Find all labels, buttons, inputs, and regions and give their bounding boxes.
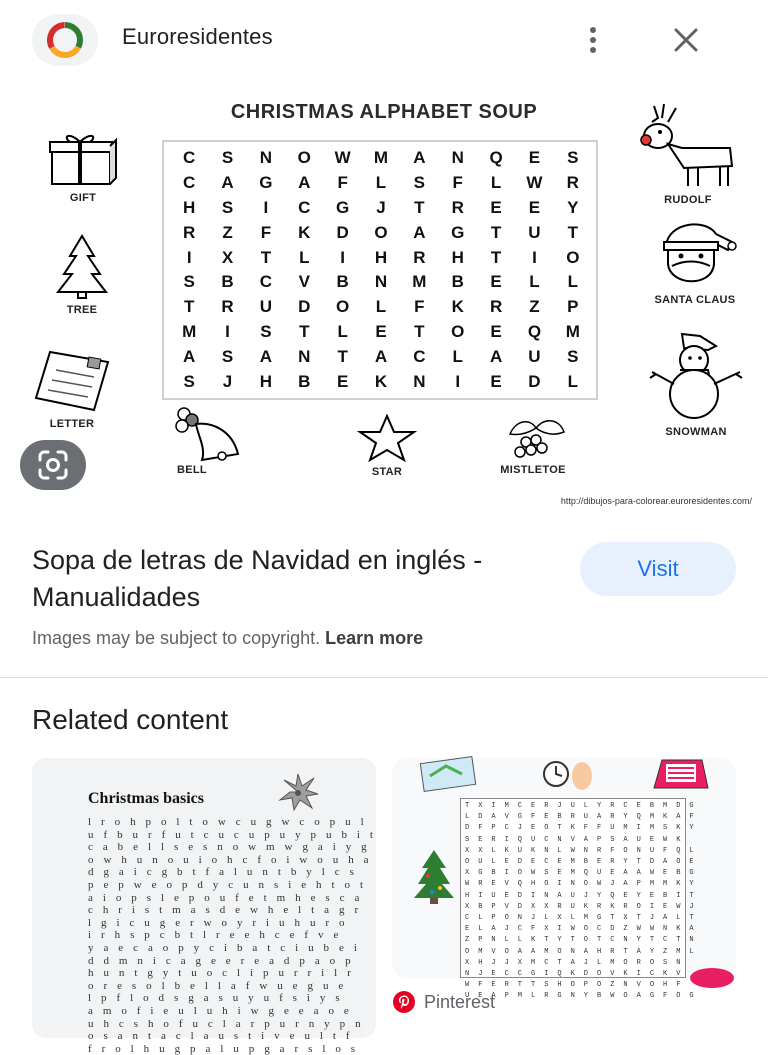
grid-cell: E [490, 197, 502, 217]
grid-cell: Z [222, 222, 233, 242]
main-image[interactable] [0, 84, 768, 514]
grid-cell: F [452, 173, 463, 193]
star-icon [356, 414, 418, 462]
tree-picture [54, 234, 110, 316]
grid-cell: F [414, 297, 425, 317]
grid-cell: L [337, 321, 348, 341]
santa-picture [650, 216, 740, 306]
grid-cell: N [259, 148, 273, 168]
grid-cell: R [489, 297, 503, 317]
grid-cell: S [413, 173, 426, 193]
grid-cell: F [260, 222, 272, 242]
grid-cell: O [336, 297, 350, 317]
puzzle-title: CHRISTMAS ALPHABET SOUP [230, 101, 538, 123]
grid-cell: E [528, 148, 541, 168]
grid-cell: B [336, 272, 349, 292]
copyright-text: Images may be subject to copyright. [32, 628, 321, 648]
grid-cell: H [259, 371, 273, 391]
grid-cell: Q [527, 321, 542, 341]
grid-cell: B [221, 272, 234, 292]
gift-icon [46, 130, 120, 188]
grid-cell: S [221, 148, 234, 168]
grid-cell: H [374, 247, 388, 267]
grid-cell: C [183, 173, 196, 193]
grid-cell: K [451, 297, 464, 317]
grid-cell: G [336, 197, 350, 217]
grid-cell: P [567, 297, 579, 317]
clock-picture-icon [538, 758, 598, 794]
grid-cell: X [221, 247, 234, 267]
letter-picture [32, 348, 112, 430]
grid-cell: O [374, 222, 388, 242]
grid-cell: E [490, 272, 502, 292]
grid-cell: I [186, 247, 192, 267]
grid-cell: A [489, 346, 503, 366]
visit-button[interactable]: Visit [580, 542, 736, 596]
grid-cell: I [340, 247, 345, 267]
grid-cell: S [183, 272, 195, 292]
grid-cell: Y [567, 197, 579, 217]
word-search-letters: l r o h p o l t o w c u g w c o p u l u f b u r f u t c u c u p u y p u b i t c a b e l l s e s n o w m w g a i y g o w h u n o u i o h c f o i w o u h a d g a i c g b t f a l u n t b y l c s p e p w e o p d y c u n s i e h t o t a i o p s l e p o u f e t m h e s c a c h r i s t m a s d e w h e l t a g r l g i c u g e r w o y r i u h u r o i r h s p c b t l r e e h c e f v e y a e c a o p y c i b a t c i u b e i d d m n i c a g e e r e a d p a o p h u n t g y t u o c l i p u r r i l r o r e s o l b e l l a f w u e g u e l p f l o d s g a s u y u f s i y s a m o f i e u l u h i w g e e a o e u h c s h o f u c l a r p u r n y p n o s a n t a c l a u s t i v e u l t f f r o l h u g p a l u p g a r s l o s [88, 816, 377, 1055]
grid-cell: G [451, 222, 465, 242]
grid-cell: A [374, 346, 388, 366]
grid-cell: U [528, 346, 541, 366]
grid-cell: E [490, 321, 502, 341]
poinsettia-icon [276, 772, 320, 812]
pinterest-source-name: Pinterest [424, 991, 496, 1012]
grid-cell: M [412, 272, 427, 292]
grid-cell: A [298, 173, 311, 193]
grid-cell: I [225, 321, 230, 341]
grid-cell: W [526, 173, 543, 193]
snowman-label: SNOWMAN [665, 426, 727, 438]
grid-cell: L [452, 346, 463, 366]
grid-cell: S [260, 321, 272, 341]
grid-cell: I [532, 247, 537, 267]
related-card-christmas-basics[interactable] [32, 758, 377, 1055]
grid-cell: T [567, 222, 578, 242]
grid-cell: L [375, 297, 387, 317]
grid-cell: M [373, 148, 389, 168]
grid-cell: A [413, 148, 426, 168]
grid-cell: K [298, 222, 311, 242]
grid-cell: L [299, 247, 310, 267]
word-search-grid [162, 140, 598, 400]
grid-cell: S [567, 346, 579, 366]
grid-cell: V [298, 272, 310, 292]
mistletoe-icon [496, 410, 570, 460]
grid-cell: U [259, 297, 273, 317]
grid-cell: T [414, 321, 425, 341]
grid-cell: S [183, 371, 195, 391]
desk-calendar-icon [650, 758, 710, 790]
christmas-tree-icon [54, 234, 110, 300]
euroresidentes-logo-icon[interactable] [32, 14, 98, 66]
grid-cell: E [375, 321, 387, 341]
grid-cell: A [413, 222, 426, 242]
image-source-url: http://dibujos-para-colorear.euroresidentes.com/ [560, 496, 752, 506]
bell-icon [172, 404, 244, 460]
grid-cell: T [260, 247, 272, 267]
grid-cell: C [298, 197, 311, 217]
snowman-icon [644, 330, 748, 422]
calendar-picture-icon [418, 758, 482, 794]
star-label: STAR [371, 466, 403, 478]
grid-cell: T [183, 297, 195, 317]
gift-label: GIFT [69, 192, 97, 204]
snowman-picture [644, 330, 748, 438]
grid-cell: U [528, 222, 541, 242]
rudolf-picture [636, 100, 740, 206]
gift-picture-icon [688, 964, 736, 980]
grid-cell: M [182, 321, 197, 341]
santa-label: SANTA CLAUS [654, 294, 736, 306]
gift-picture [46, 130, 120, 204]
grid-cell: E [528, 197, 541, 217]
grid-cell: T [299, 321, 310, 341]
divider [0, 677, 768, 678]
more-vert-icon[interactable] [576, 22, 610, 58]
grid-cell: N [374, 272, 388, 292]
reindeer-icon [636, 100, 740, 190]
grid-cell: Z [529, 297, 540, 317]
grid-cell: D [528, 371, 541, 391]
santa-claus-icon [650, 216, 740, 290]
google-lens-icon[interactable] [20, 440, 86, 490]
grid-cell: N [413, 371, 426, 391]
grid-cell: O [297, 148, 311, 168]
grid-cell: O [451, 321, 465, 341]
grid-cell: S [567, 148, 579, 168]
tree-label: TREE [66, 304, 98, 316]
grid-cell: Q [489, 148, 503, 168]
grid-cell: L [567, 272, 578, 292]
pinterest-icon [392, 990, 416, 1014]
grid-cell: T [414, 197, 425, 217]
letter-icon [32, 348, 112, 414]
grid-cell: O [566, 247, 580, 267]
grid-cell: N [298, 346, 311, 366]
grid-cell: R [413, 247, 426, 267]
copyright-notice [32, 628, 423, 649]
mistletoe-label: MISTLETOE [500, 464, 566, 476]
grid-cell: W [334, 148, 351, 168]
grid-cell: T [490, 222, 502, 242]
grid-cell: T [490, 247, 502, 267]
grid-cell: N [451, 148, 464, 168]
grid-cell: G [259, 173, 273, 193]
grid-cell: I [263, 197, 269, 217]
grid-cell: S [221, 346, 234, 366]
pinterest-source[interactable] [392, 990, 495, 1014]
result-title[interactable]: Sopa de letras de Navidad en inglés - Manualidades [32, 545, 483, 612]
grid-cell: B [298, 371, 311, 391]
grid-cell: A [183, 346, 196, 366]
grid-cell: J [222, 371, 233, 391]
grid-cell: A [221, 173, 234, 193]
grid-cell: L [529, 272, 540, 292]
close-icon[interactable] [664, 20, 708, 60]
grid-cell: E [336, 371, 349, 391]
grid-cell: R [221, 297, 234, 317]
related-content-heading: Related content [32, 704, 229, 735]
learn-more-link[interactable]: Learn more [325, 628, 424, 648]
grid-cell: L [375, 173, 387, 193]
grid-cell: C [183, 148, 196, 168]
grid-cell: K [374, 371, 388, 391]
grid-cell: A [259, 346, 273, 366]
grid-cell: D [336, 222, 349, 242]
rudolf-label: RUDOLF [664, 194, 712, 206]
related-card-pinterest[interactable] [392, 758, 736, 1001]
grid-cell: H [183, 197, 196, 217]
site-name[interactable]: Euroresidentes [122, 24, 273, 49]
related-card-title: Christmas basics [88, 790, 205, 807]
grid-cell: R [566, 173, 579, 193]
bell-label: BELL [177, 464, 207, 476]
grid-cell: L [567, 371, 578, 391]
grid-cell: T [337, 346, 348, 366]
star-picture [356, 414, 418, 478]
grid-cell: J [376, 197, 386, 217]
grid-cell: C [413, 346, 426, 366]
christmas-tree-picture-icon [412, 846, 456, 906]
grid-cell: E [490, 371, 502, 391]
grid-cell: C [259, 272, 273, 292]
header [0, 0, 768, 80]
word-search-mini-grid: T X I M C E R J U L Y R C E B M D G L D A V G F E B R U A R Y Q M K A F D F P C J E O T K F F U M I M S K Y S E R I Q U C N V A P S A U E W K X X L K U K N L W N R F O N U F Q L O U L E D E C E M B E R Y T D A O E X G B I O W S E M Q U E A A W E B G W R E V Q H O I N O W J A P M M K Y H I U E D I N A U J Y Q E Y E B I T X B P V D X X R U K R K R O I E W J C L P O N J L X L M G T X T J A L T E L A J C F X I W O C D Z W W N K A Z P N L L K T Y T O T C N Y T C T N O M V O A A M O N A H R T A Y Z M L X H J J X M C T A J L M O R O S N N J E C C G I Q K D O V K I C K V W F E R T T S H O P O Z N V O H F U E A P M L R G N Y B W O A G F O G [460, 798, 686, 978]
grid-cell: M [565, 321, 580, 341]
grid-cell: R [183, 222, 196, 242]
grid-cell: D [298, 297, 311, 317]
grid-cell: L [490, 173, 502, 193]
mistletoe-picture [496, 410, 570, 476]
grid-cell: H [451, 247, 464, 267]
bell-picture [172, 404, 244, 476]
grid-cell: S [221, 197, 234, 217]
grid-cell: I [455, 371, 461, 391]
letter-label: LETTER [49, 418, 95, 430]
grid-cell: B [451, 272, 464, 292]
grid-cell: F [337, 173, 348, 193]
grid-cell: R [451, 197, 464, 217]
